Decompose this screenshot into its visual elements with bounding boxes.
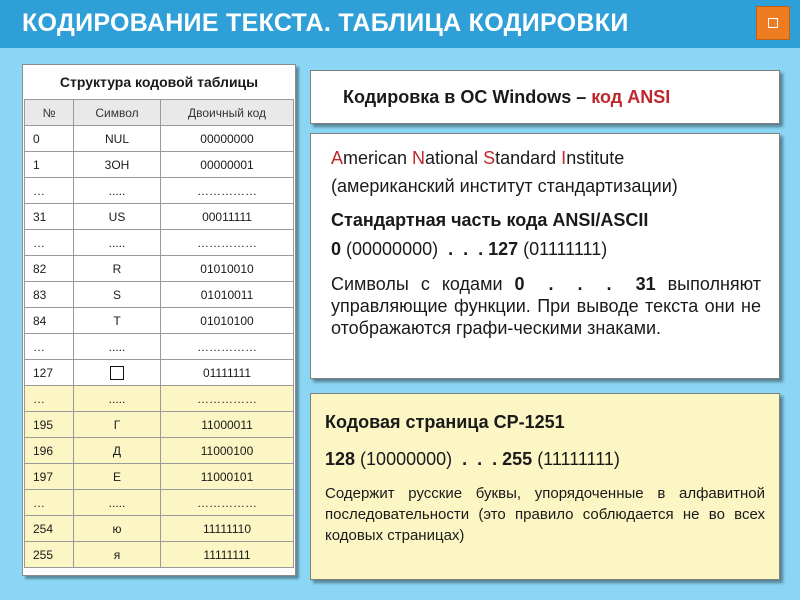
acronym-initial: N (412, 148, 426, 168)
cell-number: … (25, 490, 74, 516)
cp1251-range-end-bin: (11111111) (532, 449, 620, 469)
cell-number: … (25, 386, 74, 412)
cell-number: 195 (25, 412, 74, 438)
cell-number: 127 (25, 360, 74, 386)
cp1251-range-start-bin: (10000000) (355, 449, 458, 469)
cell-binary: 01010010 (161, 256, 294, 282)
ansi-desc-prefix: Символы с кодами (331, 274, 515, 294)
cell-number: 196 (25, 438, 74, 464)
table-row (25, 516, 294, 542)
cell-binary: 00011111 (161, 204, 294, 230)
acronym-initial: S (483, 148, 496, 168)
cp1251-description: Содержит русские буквы, упорядоченные в алфавитной последовательности (это правило соблюдается не во всех кодовых страницах) (325, 485, 765, 544)
cell-number: 255 (25, 542, 74, 568)
ansi-std-heading: Стандартная часть кода ANSI/ASCII (331, 210, 649, 230)
ansi-range-start: 0 (331, 239, 342, 259)
square-icon (768, 18, 778, 28)
cell-symbol: Е (74, 464, 161, 490)
ansi-translation: (американский институт стандартизации) (331, 176, 678, 196)
cell-number: 84 (25, 308, 74, 334)
slide-title: КОДИРОВАНИЕ ТЕКСТА. ТАБЛИЦА КОДИРОВКИ (22, 9, 629, 37)
cell-binary: 00000000 (161, 126, 294, 152)
table-row (25, 178, 294, 204)
cell-binary: 11000011 (161, 412, 294, 438)
cell-number: 197 (25, 464, 74, 490)
ansi-label: код ANSI (591, 87, 671, 107)
ansi-range (331, 239, 607, 260)
table-row (25, 282, 294, 308)
cell-binary: 01111111 (161, 360, 294, 386)
cell-number: … (25, 178, 74, 204)
cp1251-range-start: 128 (325, 449, 356, 469)
cell-number: 82 (25, 256, 74, 282)
cell-binary: 00000001 (161, 152, 294, 178)
cell-symbol: ..... (74, 334, 161, 360)
cp1251-range (325, 449, 620, 470)
home-button[interactable] (756, 6, 790, 40)
cell-number: … (25, 230, 74, 256)
table-row (25, 256, 294, 282)
table-row (25, 542, 294, 568)
cell-number: … (25, 334, 74, 360)
windows-encoding-panel (310, 70, 780, 124)
ansi-panel (310, 133, 780, 379)
ansi-desc-rest: выполняют управляющие функции. При выводе текста они не отображаются графи-ческими знаками. (331, 274, 762, 338)
cell-symbol: Д (74, 438, 161, 464)
ansi-range-dots: . . . (443, 239, 489, 259)
cell-symbol: NUL (74, 126, 161, 152)
cell-symbol: ..... (74, 230, 161, 256)
windows-encoding-text (343, 87, 670, 108)
header-symbol: Символ (74, 100, 161, 126)
ansi-acronym (331, 148, 624, 169)
table-row (25, 308, 294, 334)
table-row (25, 386, 294, 412)
cell-binary: 11000101 (161, 464, 294, 490)
cell-symbol (74, 360, 161, 386)
cell-binary: 11000100 (161, 438, 294, 464)
table-caption: Структура кодовой таблицы (59, 74, 259, 90)
table-row (25, 438, 294, 464)
cell-symbol: S (74, 282, 161, 308)
cell-binary: 01010100 (161, 308, 294, 334)
cell-number: 254 (25, 516, 74, 542)
cell-symbol: US (74, 204, 161, 230)
cell-symbol: ..... (74, 178, 161, 204)
table-row (25, 490, 294, 516)
cell-binary: …………… (161, 490, 294, 516)
cell-binary: 11111110 (161, 516, 294, 542)
cell-number: 83 (25, 282, 74, 308)
cell-symbol: 3OH (74, 152, 161, 178)
cp1251-heading: Кодовая страница СР-1251 (325, 412, 565, 432)
cell-symbol: я (74, 542, 161, 568)
cell-symbol: T (74, 308, 161, 334)
code-table-panel (22, 64, 296, 576)
ansi-range-end: 127 (488, 239, 519, 259)
header-number: № (25, 100, 74, 126)
cell-binary: 11111111 (161, 542, 294, 568)
cell-symbol: ..... (74, 386, 161, 412)
cp1251-range-dots: . . . (457, 449, 503, 469)
table-header-row (25, 100, 294, 126)
cell-binary: …………… (161, 178, 294, 204)
table-row (25, 152, 294, 178)
cell-binary: …………… (161, 334, 294, 360)
table-body (25, 126, 294, 568)
cell-number: 1 (25, 152, 74, 178)
acronym-part: merican (343, 148, 413, 168)
acronym-part: ational (425, 148, 484, 168)
cell-number: 31 (25, 204, 74, 230)
cell-number: 0 (25, 126, 74, 152)
acronym-initial: I (561, 148, 567, 168)
table-row (25, 464, 294, 490)
cell-symbol: R (74, 256, 161, 282)
ansi-description (331, 273, 761, 339)
acronym-initial: A (331, 148, 344, 168)
cell-binary: …………… (161, 230, 294, 256)
table-row (25, 126, 294, 152)
ansi-desc-range: 0 . . . 31 (514, 274, 656, 294)
ansi-range-start-bin: (00000000) (341, 239, 444, 259)
acronym-part: nstitute (566, 148, 625, 168)
code-table (24, 99, 294, 568)
cell-symbol: Г (74, 412, 161, 438)
cell-binary: …………… (161, 386, 294, 412)
table-row (25, 412, 294, 438)
table-row (25, 360, 294, 386)
table-row (25, 334, 294, 360)
cell-symbol: ..... (74, 490, 161, 516)
cp1251-panel (310, 393, 780, 580)
header-binary: Двоичный код (161, 100, 294, 126)
title-bar (0, 0, 800, 48)
acronym-part: tandard (495, 148, 562, 168)
windows-encoding-prefix: Кодировка в ОС Windows – (343, 87, 592, 107)
cell-symbol: ю (74, 516, 161, 542)
table-row (25, 230, 294, 256)
box-glyph-icon (110, 366, 124, 380)
table-row (25, 204, 294, 230)
cell-binary: 01010011 (161, 282, 294, 308)
cp1251-range-end: 255 (502, 449, 533, 469)
ansi-range-end-bin: (01111111) (518, 239, 608, 259)
